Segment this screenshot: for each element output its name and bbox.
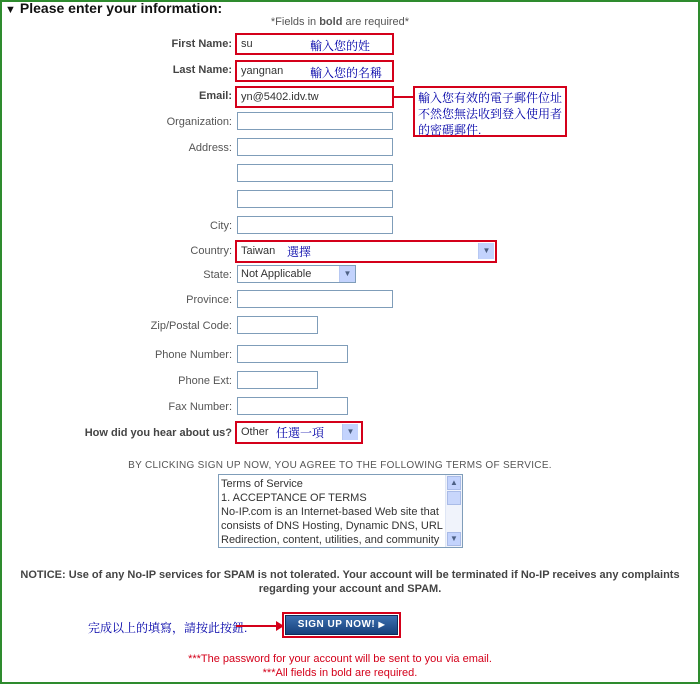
chevron-down-icon: ▼ [478, 243, 494, 259]
email-input[interactable]: yn@5402.idv.tw [238, 88, 391, 106]
organization-label: Organization: [166, 116, 232, 128]
terms-line: Redirection, content, utilities, and community [221, 534, 440, 546]
organization-input[interactable] [237, 112, 393, 130]
chevron-down-icon: ▼ [339, 266, 355, 282]
terms-line: consists of DNS Hosting, Dynamic DNS, URL [221, 520, 443, 532]
first-name-hint: 輸入您的姓 [310, 39, 371, 53]
state-label: State: [203, 269, 232, 281]
signup-button[interactable]: SIGN UP NOW! ▶ [285, 615, 398, 635]
address-label: Address: [188, 142, 232, 154]
fax-label: Fax Number: [168, 401, 232, 413]
country-hint: 選擇 [287, 245, 312, 259]
chevron-down-icon: ▼ [342, 424, 358, 440]
zip-input[interactable] [237, 316, 318, 334]
last-name-label: Last Name: [172, 64, 232, 76]
address-input-2[interactable] [237, 164, 393, 182]
email-label: Email: [198, 90, 232, 102]
phone-input[interactable] [237, 345, 348, 363]
address-input-3[interactable] [237, 190, 393, 208]
spam-notice: NOTICE: Use of any No-IP services for SPAM is not tolerated. Your account will be terminated if No-IP receives any complaints regarding your account and SPAM. [20, 569, 680, 595]
country-select[interactable]: Taiwan 選擇 ▼ [238, 243, 494, 261]
heard-hint: 任選一項 [276, 426, 325, 440]
signup-instruction: 完成以上的填寫，請按此按鈕. [88, 621, 248, 635]
heard-label: How did you hear about us? [84, 427, 232, 439]
chevron-right-icon: ▶ [378, 620, 386, 629]
email-callout: 輸入您有效的電子郵件位址不然您無法收到登入使用者的密碼郵件. [413, 86, 567, 137]
last-name-hint: 輸入您的名稱 [310, 66, 383, 80]
terms-text [221, 477, 445, 547]
footer-password-note: ***The password for your account will be sent to you via email. [188, 653, 492, 665]
terms-scrollbar[interactable] [445, 475, 462, 547]
bullet-icon: ▼ [5, 4, 16, 16]
terms-textarea[interactable] [218, 474, 463, 548]
terms-heading: BY CLICKING SIGN UP NOW, YOU AGREE TO THE FOLLOWING TERMS OF SERVICE. [128, 460, 552, 471]
address-input-1[interactable] [237, 138, 393, 156]
zip-label: Zip/Postal Code: [150, 320, 232, 332]
arrow-right-icon [236, 620, 284, 632]
required-note: *Fields in bold are required* [270, 16, 410, 28]
terms-line: 1. ACCEPTANCE OF TERMS [221, 492, 367, 504]
first-name-label: First Name: [171, 38, 232, 50]
footer-required-note: ***All fields in bold are required. [262, 667, 418, 679]
fax-input[interactable] [237, 397, 348, 415]
city-input[interactable] [237, 216, 393, 234]
scroll-down-icon[interactable]: ▼ [447, 532, 461, 546]
heard-select[interactable]: Other 任選一項 ▼ [238, 424, 360, 442]
title-text: Please enter your information: [19, 0, 223, 16]
page-title [5, 0, 222, 16]
phone-label: Phone Number: [154, 349, 232, 361]
province-label: Province: [186, 294, 232, 306]
phone-ext-input[interactable] [237, 371, 318, 389]
phone-ext-label: Phone Ext: [178, 375, 232, 387]
state-select[interactable]: Not Applicable ▼ [237, 265, 356, 283]
country-label: Country: [190, 245, 232, 257]
callout-connector [393, 92, 415, 102]
scroll-thumb[interactable] [447, 491, 461, 505]
last-name-input[interactable]: yangnan [238, 62, 304, 80]
province-input[interactable] [237, 290, 393, 308]
first-name-input[interactable]: su [238, 35, 298, 53]
city-label: City: [210, 220, 232, 232]
terms-line: No-IP.com is an Internet-based Web site that [221, 506, 439, 518]
terms-line: Terms of Service [221, 478, 303, 490]
scroll-up-icon[interactable]: ▲ [447, 476, 461, 490]
